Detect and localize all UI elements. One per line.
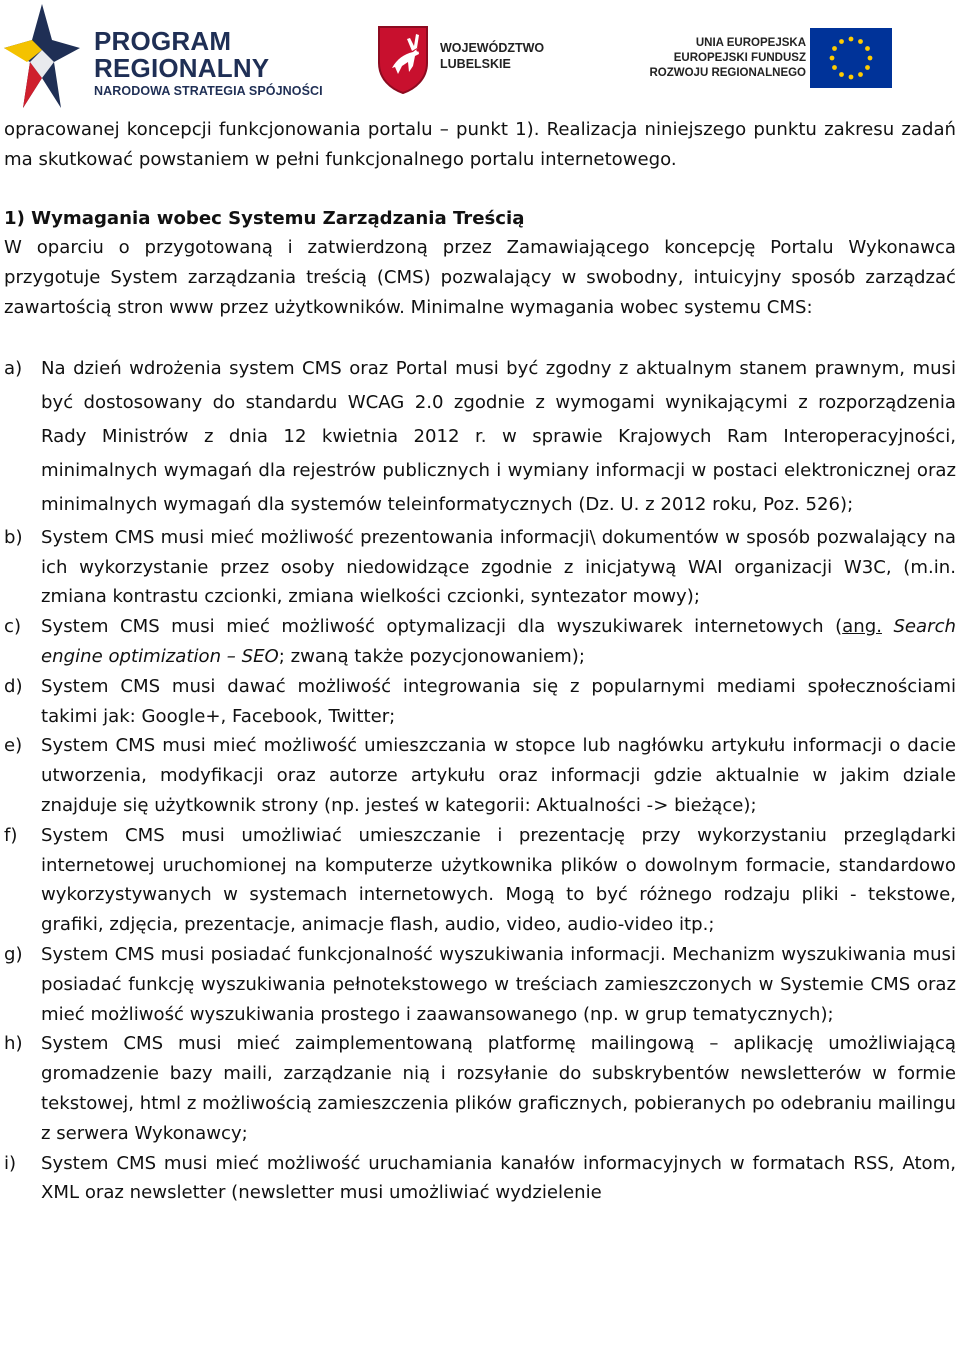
program-logo-line2: REGIONALNY [94, 53, 270, 83]
requirement-c-space [882, 616, 893, 637]
intro-paragraph: opracowanej koncepcji funkcjonowania portalu – punkt 1). Realizacja niniejszego punktu zakresu zadań ma skutkować powstaniem w pełni funkcjonalnego portalu internetowego. [4, 119, 956, 170]
lubelskie-logo-line1: WOJEWÓDZTWO [440, 41, 545, 55]
requirement-c [4, 612, 956, 672]
program-logo-text [94, 28, 323, 98]
eu-logo-line3: ROZWOJU REGIONALNEGO [649, 67, 806, 79]
requirement-label-a: a) [4, 357, 23, 379]
requirement-label-c: c) [4, 616, 22, 638]
requirement-text-b: System CMS musi mieć możliwość prezentowania informacji\ dokumentów w sposób pozwalający na ich wykorzystanie przez osoby niedowidzące zgodnie z inicjatywą WAI organizacji W3C, (m.in. zmiana kontrastu czcionki, zmiana wielkości czcionki, syntezator mowy); [41, 526, 956, 608]
requirement-text-c [41, 612, 956, 672]
requirement-c-text-before: System CMS musi mieć możliwość optymalizacji dla wyszukiwarek internetowych ( [41, 616, 843, 638]
document-content [4, 115, 956, 1208]
lubelskie-logo-text [440, 40, 544, 72]
requirement-label-b: b) [4, 526, 23, 548]
deer-crest-icon [374, 24, 432, 94]
requirements-list [4, 352, 956, 1208]
requirement-text-g: System CMS musi posiadać funkcjonalność wyszukiwania informacji. Mechanizm wyszukiwania musi posiadać funkcję wyszukiwania pełnotekstowego w treściach zamieszczonych w Systemie CMS oraz mieć możliwość wyszukiwania prostego i zaawansowanego (np. w grup tematycznych); [41, 943, 956, 1025]
program-logo-line1: PROGRAM [94, 26, 232, 56]
section-heading: 1) Wymagania wobec Systemu Zarządzania Treścią [4, 207, 525, 229]
requirement-text-f: System CMS musi umożliwiać umieszczanie i prezentację przy wykorzystaniu przeglądarki internetowej uruchomionej na komputerze użytkownika plików o dowolnym formacie, standardowo wykorzystywanych w systemach internetowych. Mogą to być różnego rodzaju pliki - tekstowe, grafiki, zdjęcia, prezentacje, animacje flash, audio, video, audio-video itp.; [41, 824, 956, 936]
requirement-text-e: System CMS musi mieć możliwość umieszczania w stopce lub nagłówku artykułu informacji o dacie utworzenia, modyfikacji oraz autorze artykułu oraz informacji gdzie aktualnie w jakim dziale znajduje się użytkownik strony (np. jesteś w kategorii: Aktualności -> bieżące); [41, 735, 956, 816]
eu-fund-logo [602, 28, 894, 102]
requirement-label-h: h) [4, 1033, 23, 1055]
requirement-i [4, 1149, 956, 1209]
section-paragraph: W oparciu o przygotowaną i zatwierdzoną przez Zamawiającego koncepcję Portalu Wykonawca przygotuje System zarządzania treścią (CMS) pozwalający w swobodny, intuicyjny sposób zarządzać zawartością stron www przez użytkowników. Minimalne wymagania wobec systemu CMS: [4, 237, 956, 318]
requirement-text-d: System CMS musi dawać możliwość integrowania się z popularnymi mediami społecznościami takimi jak: Google+, Facebook, Twitter; [41, 675, 956, 727]
requirement-b [4, 523, 956, 612]
program-logo-line3: NARODOWA STRATEGIA SPÓJNOŚCI [94, 84, 323, 98]
eu-flag-icon [810, 28, 892, 88]
requirement-a [4, 352, 956, 522]
requirement-label-g: g) [4, 943, 23, 965]
list-gap [4, 323, 956, 352]
requirement-text-a: Na dzień wdrożenia system CMS oraz Portal musi być zgodny z aktualnym stanem prawnym, musi być dostosowany do standardu WCAG 2.0 zgodnie z wymogami wynikającymi z rozporządzenia Rady Ministrów z dnia 12 kwietnia 2012 r. w sprawie Krajowych Ram Interoperacyjności, minimalnych wymagań dla rejestrów publicznych i wymiany informacji w postaci elektronicznej oraz minimalnych wymagań dla systemów teleinformatycznych (Dz. U. z 2012 roku, Poz. 526); [41, 357, 956, 515]
requirement-c-underlined-text: ang. [842, 616, 882, 638]
requirement-c-italic-text: Search engine optimization – SEO [41, 616, 956, 667]
requirement-label-f: f) [4, 824, 18, 846]
logo-bar [0, 0, 960, 112]
eu-logo-line1: UNIA EUROPEJSKA [695, 37, 806, 49]
requirement-label-e: e) [4, 735, 23, 757]
program-regionalny-logo [4, 4, 334, 108]
requirement-label-d: d) [4, 675, 23, 697]
requirement-text-i: System CMS musi mieć możliwość uruchamiania kanałów informacyjnych w formatach RSS, Atom, XML oraz newsletter (newsletter musi umożliwiać wydzielenie [41, 1152, 956, 1204]
wojewodztwo-lubelskie-logo [374, 24, 564, 96]
requirement-e [4, 731, 956, 820]
requirement-c-text-after: ; zwaną także pozycjonowaniem); [278, 645, 585, 667]
requirement-f [4, 821, 956, 940]
eu-logo-text [602, 36, 806, 81]
paragraph-gap [4, 175, 956, 204]
requirement-h [4, 1029, 956, 1148]
requirement-label-i: i) [4, 1152, 17, 1174]
requirement-text-h: System CMS musi mieć zaimplementowaną platformę mailingową – aplikację umożliwiającą gromadzenie bazy maili, zarządzanie nią i rozsyłanie do subskrybentów newsletterów w formie tekstowej, html z możliwością zamieszczenia plików graficznych, pobieranych po odebraniu mailingu z serwera Wykonawcy; [41, 1033, 956, 1144]
program-star-icon [4, 4, 80, 108]
requirement-g [4, 940, 956, 1029]
requirement-d [4, 672, 956, 732]
lubelskie-logo-line2: LUBELSKIE [440, 57, 511, 71]
eu-logo-line2: EUROPEJSKI FUNDUSZ [673, 52, 806, 64]
